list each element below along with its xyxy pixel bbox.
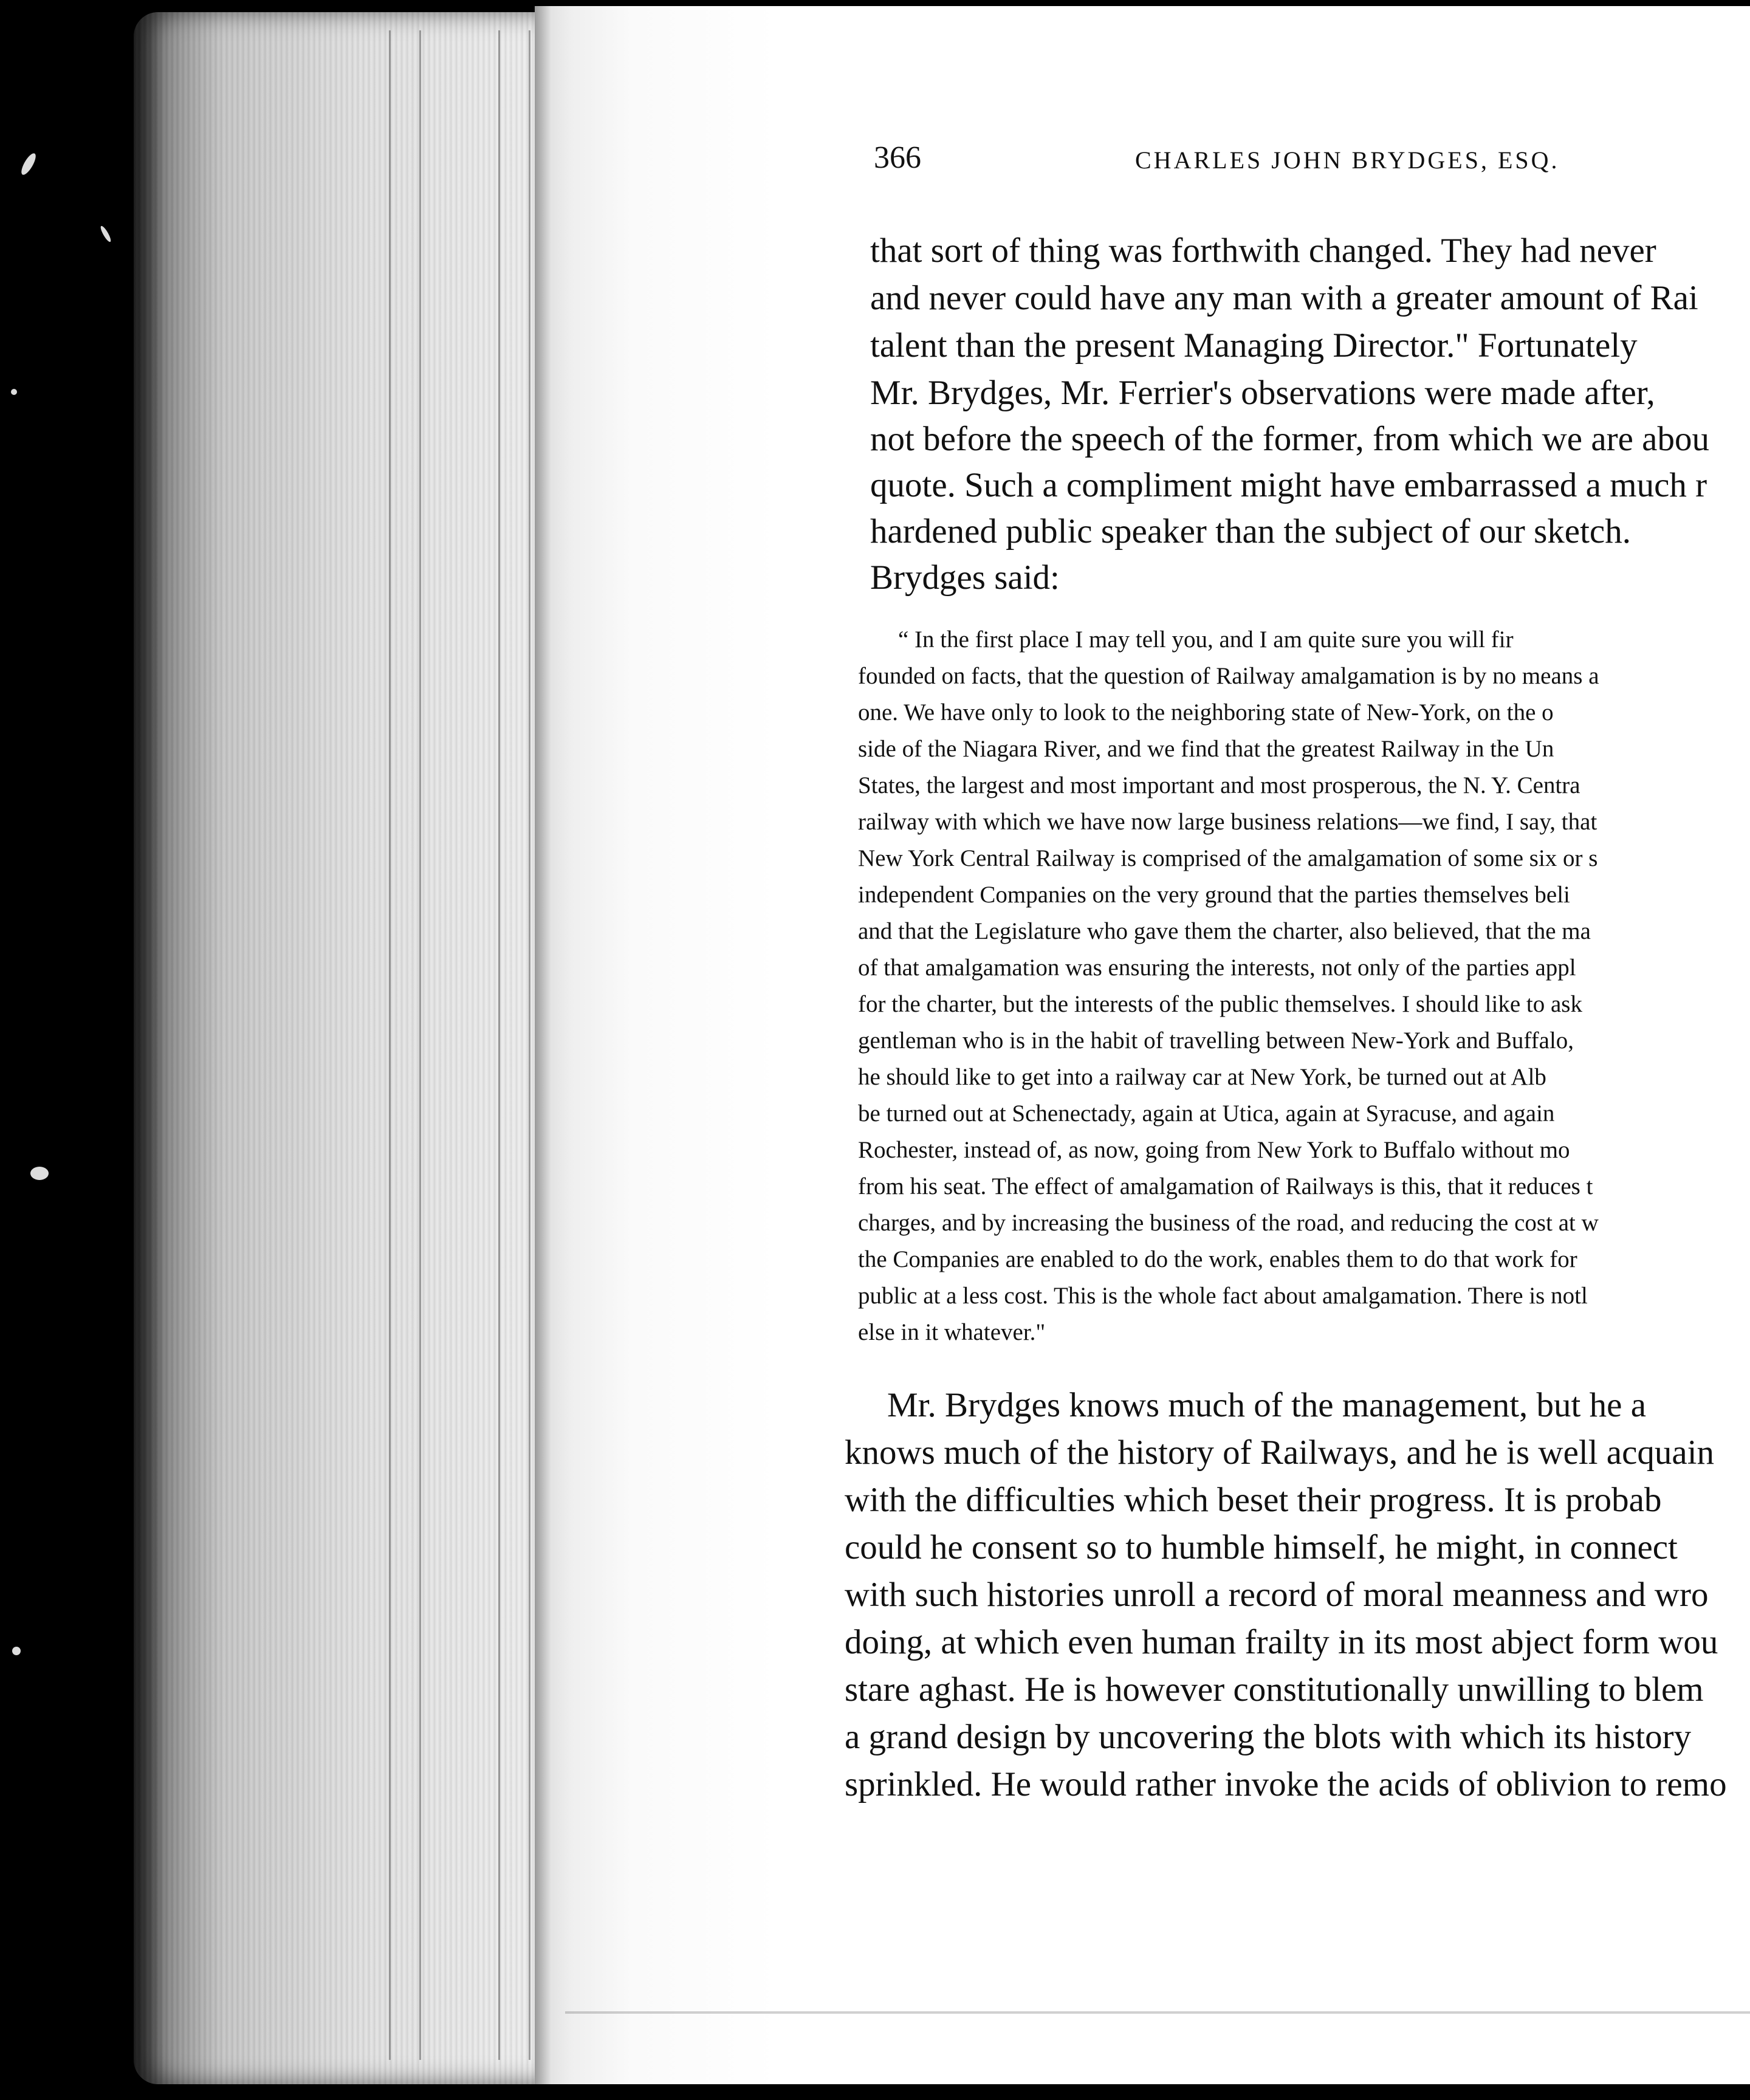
text-line: knows much of the history of Railways, and he is well acquain [845,1433,1715,1472]
quote-line: and that the Legislature who gave them the charter, also believed, that the ma [858,918,1591,944]
text-line: Mr. Brydges, Mr. Ferrier's observations were made after, [870,374,1655,412]
text-line: Mr. Brydges knows much of the management, but he a [887,1386,1646,1424]
quote-line: side of the Niagara River, and we find that the greatest Railway in the Un [858,736,1554,762]
page-edge-line [529,30,530,2060]
page-fold-shadow [535,6,552,2084]
page-edge-line [389,30,391,2060]
dust-speck [19,151,38,177]
quote-line: New York Central Railway is comprised of the amalgamation of some six or s [858,845,1598,871]
quote-line: the Companies are enabled to do the work, enables them to do that work for [858,1246,1577,1272]
text-line: sprinkled. He would rather invoke the acids of oblivion to remo [845,1765,1727,1803]
page-header [874,140,1750,182]
text-line: talent than the present Managing Director." Fortunately [870,326,1638,365]
dust-speck [99,225,112,243]
quote-line: railway with which we have now large business relations—we find, I say, that [858,809,1597,835]
quote-line: founded on facts, that the question of Railway amalgamation is by no means a [858,663,1599,689]
quote-line: else in it whatever." [858,1319,1046,1345]
quote-line: for the charter, but the interests of the public themselves. I should like to ask [858,991,1582,1017]
text-line: hardened public speaker than the subject of our sketch. [870,512,1631,551]
quote-line: one. We have only to look to the neighboring state of New-York, on the o [858,699,1554,726]
page-edge-line [419,30,421,2060]
text-line: and never could have any man with a greater amount of Rai [870,279,1698,317]
quote-line: of that amalgamation was ensuring the interests, not only of the parties appl [858,955,1576,981]
text-line: Brydges said: [870,558,1060,597]
text-line: quote. Such a compliment might have embarrassed a much r [870,466,1707,504]
quote-line: States, the largest and most important and most prosperous, the N. Y. Centra [858,772,1580,798]
text-line: doing, at which even human frailty in its most abject form wou [845,1623,1718,1661]
text-line: could he consent so to humble himself, he might, in connect [845,1528,1678,1566]
quote-line: Rochester, instead of, as now, going from New York to Buffalo without mo [858,1137,1570,1163]
quote-line: charges, and by increasing the business of the road, and reducing the cost at w [858,1210,1599,1236]
dust-speck [12,1647,21,1655]
text-line: not before the speech of the former, from which we are abou [870,420,1709,458]
text-line: stare aghast. He is however constitutionally unwilling to blem [845,1670,1704,1709]
text-line: that sort of thing was forthwith changed. They had never [870,232,1656,270]
running-head: CHARLES JOHN BRYDGES, ESQ. [1135,146,1560,174]
quote-line: independent Companies on the very ground that the parties themselves beli [858,882,1570,908]
quote-line: “ In the first place I may tell you, and I am quite sure you will fir [898,626,1514,653]
quote-line: from his seat. The effect of amalgamation of Railways is this, that it reduces t [858,1173,1593,1199]
quote-line: he should like to get into a railway car at New York, be turned out at Alb [858,1064,1546,1090]
text-line: with such histories unroll a record of moral meanness and wro [845,1576,1709,1614]
quote-line: gentleman who is in the habit of travelling between New-York and Buffalo, [858,1028,1574,1054]
quote-line: be turned out at Schenectady, again at Utica, again at Syracuse, and again [858,1100,1555,1127]
quote-line: public at a less cost. This is the whole fact about amalgamation. There is notl [858,1283,1588,1309]
dust-speck [30,1167,49,1180]
text-line: a grand design by uncovering the blots with which its history [845,1718,1692,1756]
page-edge-line [498,30,500,2060]
text-line: with the difficulties which beset their progress. It is probab [845,1481,1662,1519]
dust-speck [11,389,17,395]
page-bottom-edge [565,2011,1750,2014]
page-number: 366 [874,140,921,175]
